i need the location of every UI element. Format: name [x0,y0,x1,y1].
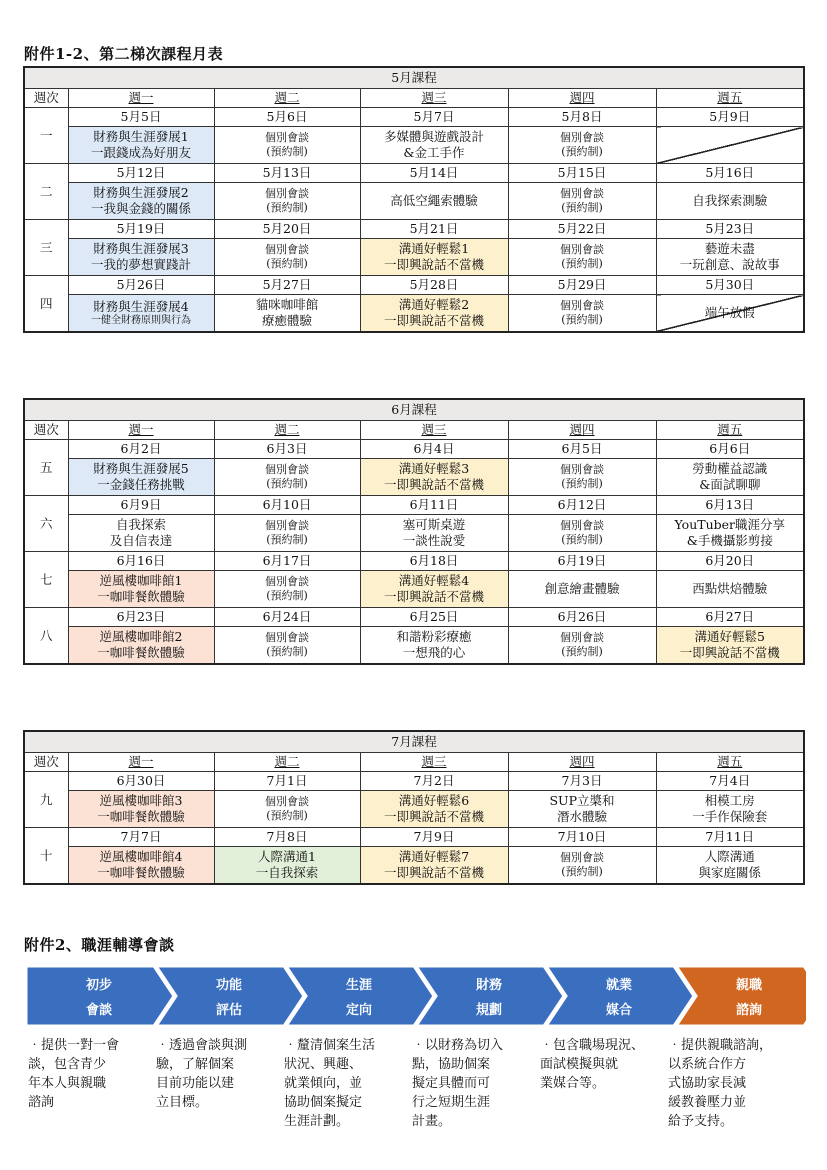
course-cell [68,239,214,276]
description-line: 擬定具體而可 [412,1076,491,1091]
course-cell [214,791,360,828]
week-number: 五 [24,440,68,496]
day-header: 週四 [508,421,656,440]
course-name: 和諧粉彩療癒 [396,629,472,645]
description-line: 驗，了解個案 [156,1057,235,1072]
date-cell: 5月22日 [508,220,656,239]
date-cell: 6月11日 [360,496,508,515]
course-subtitle: &面試聊聊 [699,477,761,492]
date-cell: 5月16日 [656,164,804,183]
course-name: 溝通好輕鬆2 [398,297,470,313]
course-subtitle: 一咖啡餐飲體驗 [97,865,185,880]
date-cell: 5月9日 [656,108,804,127]
course-name: YouTuber職涯分享 [674,517,786,533]
week-number: 八 [24,608,68,665]
course-subtitle: (預約制) [266,477,308,490]
flow-step-description [540,1036,664,1093]
course-subtitle: 一即興說話不當機 [679,645,780,660]
course-cell [360,627,508,665]
course-cell [214,295,360,333]
course-name: 端午放假 [704,305,755,321]
schedule-table-2 [23,398,805,665]
course-subtitle: (預約制) [266,201,308,214]
course-cell [360,183,508,220]
course-subtitle: (預約制) [561,477,603,490]
course-cell [656,239,804,276]
course-subtitle: 一即興說話不當機 [383,809,484,824]
date-cell: 5月30日 [656,276,804,295]
course-name: 溝通好輕鬆6 [398,793,470,809]
course-cell [508,627,656,665]
flow-step [676,966,806,1026]
course-cell [508,847,656,885]
date-cell: 5月21日 [360,220,508,239]
course-name: 財務與生涯發展3 [93,241,189,257]
description-line: 點，協助個案 [412,1057,491,1072]
course-cell [508,183,656,220]
flow-step [416,966,564,1026]
date-cell: 5月23日 [656,220,804,239]
course-name: 藝遊未盡 [704,241,755,257]
course-subtitle: (預約制) [266,257,308,270]
course-cell [656,515,804,552]
course-cell [508,571,656,608]
description-line: ‧提供親職諮詢， [668,1038,773,1053]
week-number: 六 [24,496,68,552]
date-cell: 5月6日 [214,108,360,127]
course-subtitle: (預約制) [561,257,603,270]
description-line: ‧釐清個案生活 [284,1038,376,1053]
month-title: 7月課程 [24,731,804,753]
date-cell: 6月9日 [68,496,214,515]
day-header: 週二 [214,89,360,108]
course-name: 個別會談 [560,851,604,865]
course-cell [68,627,214,665]
flow-step-label: 會談 [85,1003,113,1018]
course-cell [360,459,508,496]
description-line: 面試模擬與就 [540,1057,619,1072]
date-cell: 7月1日 [214,772,360,791]
flow-step [156,966,304,1026]
description-line: 以系統合作方 [668,1057,747,1072]
day-header: 週一 [68,753,214,772]
flow-step-label: 諮詢 [735,1003,763,1018]
course-cell [656,459,804,496]
career-flow-chevrons [26,966,806,1026]
week-number: 一 [24,108,68,164]
date-cell: 6月30日 [68,772,214,791]
day-header: 週四 [508,89,656,108]
course-name: 個別會談 [560,299,604,313]
page-title: 附件1-2、第二梯次課程月表 [24,45,224,63]
course-cell [68,571,214,608]
course-cell [214,847,360,885]
course-name: 創意繪畫體驗 [544,581,620,597]
course-name: 個別會談 [265,575,309,589]
course-cell [360,239,508,276]
course-name: 多媒體與遊戲設計 [383,129,484,145]
date-cell: 6月5日 [508,440,656,459]
course-subtitle: (預約制) [561,533,603,546]
date-cell: 5月19日 [68,220,214,239]
date-cell: 5月7日 [360,108,508,127]
description-line: 談，包含青少 [28,1057,107,1072]
course-name: 溝通好輕鬆4 [398,573,470,589]
month-title: 6月課程 [24,399,804,421]
date-cell: 5月8日 [508,108,656,127]
flow-step [286,966,434,1026]
course-subtitle: (預約制) [266,645,308,658]
week-number: 十 [24,828,68,885]
date-cell: 7月10日 [508,828,656,847]
course-subtitle: 一金錢任務挑戰 [97,477,185,492]
course-cell [360,295,508,333]
date-cell: 6月20日 [656,552,804,571]
date-cell: 6月18日 [360,552,508,571]
flow-step-description [412,1036,536,1131]
date-cell: 5月14日 [360,164,508,183]
week-number: 三 [24,220,68,276]
course-cell [214,459,360,496]
course-cell [360,515,508,552]
course-subtitle: 潛水體驗 [556,809,607,824]
course-name: 個別會談 [265,631,309,645]
course-name: 逆風樓咖啡館2 [99,629,183,645]
course-subtitle: 一即興說話不當機 [383,865,484,880]
course-subtitle: (預約制) [561,201,603,214]
course-cell [508,239,656,276]
description-line: ‧提供一對一會 [28,1038,120,1053]
course-name: 個別會談 [265,463,309,477]
description-line: ‧以財務為切入 [412,1038,504,1053]
course-cell [68,459,214,496]
day-header: 週一 [68,89,214,108]
week-number: 四 [24,276,68,333]
date-cell: 6月16日 [68,552,214,571]
date-cell: 6月3日 [214,440,360,459]
course-name: 溝通好輕鬆1 [398,241,470,257]
date-cell: 5月26日 [68,276,214,295]
course-name: 個別會談 [560,131,604,145]
description-line: 年本人與親職 [28,1076,107,1091]
date-cell: 5月27日 [214,276,360,295]
description-line: 立目標。 [156,1095,209,1110]
course-name: 人際溝通 [704,849,755,865]
description-line: 生涯計劃。 [284,1114,350,1129]
description-line: 協助個案擬定 [284,1095,363,1110]
schedule-table-3 [23,730,805,885]
description-line: 緩教養壓力並 [668,1095,747,1110]
course-subtitle: 一我與金錢的關係 [90,201,191,216]
date-cell: 5月28日 [360,276,508,295]
course-subtitle: 一健全財務原則與行為 [91,314,191,326]
course-name: 相模工房 [704,793,755,809]
course-name: SUP立槳和 [549,793,615,809]
course-name: 個別會談 [560,187,604,201]
day-header: 週四 [508,753,656,772]
course-name: 財務與生涯發展2 [93,185,189,201]
day-header: 週二 [214,753,360,772]
course-subtitle: 一咖啡餐飲體驗 [97,809,185,824]
date-cell: 6月12日 [508,496,656,515]
course-subtitle: &手機攝影剪接 [686,533,773,548]
flow-step-label: 定向 [345,1003,373,1018]
date-cell: 6月2日 [68,440,214,459]
course-name: 個別會談 [265,131,309,145]
course-name: 西點烘焙體驗 [692,581,768,597]
schedule-table-1 [23,66,805,333]
flow-step-label: 就業 [605,978,633,993]
day-header: 週三 [360,421,508,440]
date-cell: 6月25日 [360,608,508,627]
week-header: 週次 [24,89,68,108]
flow-step-description [156,1036,280,1112]
course-name: 財務與生涯發展1 [93,129,189,145]
course-name: 個別會談 [560,631,604,645]
course-cell [508,459,656,496]
course-subtitle: (預約制) [561,645,603,658]
course-subtitle: (預約制) [561,145,603,158]
course-name: 人際溝通1 [258,849,316,865]
flow-step-label: 生涯 [345,978,373,993]
day-header: 週二 [214,421,360,440]
week-header: 週次 [24,421,68,440]
course-subtitle: 一談性說愛 [402,533,466,548]
course-cell [68,183,214,220]
course-name: 溝通好輕鬆3 [398,461,470,477]
course-subtitle: 與家庭關係 [698,865,762,880]
course-subtitle: (預約制) [266,589,308,602]
course-name: 財務與生涯發展4 [93,298,189,314]
flow-step [546,966,694,1026]
date-cell: 5月12日 [68,164,214,183]
flow-step-description [668,1036,792,1131]
date-cell: 7月7日 [68,828,214,847]
date-cell: 6月17日 [214,552,360,571]
course-name: 逆風樓咖啡館1 [99,573,183,589]
day-header: 週五 [656,753,804,772]
course-subtitle: 療癒體驗 [261,313,312,328]
course-cell [68,847,214,885]
flow-step-description [284,1036,408,1131]
course-name: 高低空繩索體驗 [390,193,478,209]
date-cell: 7月11日 [656,828,804,847]
date-cell: 5月20日 [214,220,360,239]
course-cell [68,791,214,828]
course-subtitle: 一咖啡餐飲體驗 [97,645,185,660]
course-cell [214,183,360,220]
course-name: 個別會談 [560,463,604,477]
course-cell [68,515,214,552]
date-cell: 7月9日 [360,828,508,847]
course-subtitle: &金工手作 [403,145,465,160]
date-cell: 5月29日 [508,276,656,295]
description-line: 行之短期生涯 [412,1095,491,1110]
description-line: 給予支持。 [668,1114,734,1129]
course-cell [656,791,804,828]
course-name: 逆風樓咖啡館3 [99,793,183,809]
course-cell [656,295,804,333]
course-subtitle: (預約制) [266,533,308,546]
course-cell [656,183,804,220]
description-line: 諮詢 [28,1095,55,1110]
course-cell [214,239,360,276]
course-subtitle: (預約制) [561,865,603,878]
course-cell [360,127,508,164]
course-name: 逆風樓咖啡館4 [99,849,183,865]
day-header: 週三 [360,753,508,772]
description-line: 目前功能以建 [156,1076,235,1091]
week-header: 週次 [24,753,68,772]
course-name: 溝通好輕鬆5 [694,629,765,645]
date-cell: 7月4日 [656,772,804,791]
date-cell: 6月26日 [508,608,656,627]
description-line: ‧包含職場現況、 [540,1038,645,1053]
course-cell [214,127,360,164]
course-cell [508,515,656,552]
course-cell [214,571,360,608]
date-cell: 6月13日 [656,496,804,515]
date-cell: 7月2日 [360,772,508,791]
course-name: 財務與生涯發展5 [93,461,189,477]
date-cell: 6月24日 [214,608,360,627]
flow-step-label: 規劃 [475,1003,503,1018]
date-cell: 6月19日 [508,552,656,571]
month-title: 5月課程 [24,67,804,89]
course-name: 個別會談 [265,187,309,201]
course-subtitle: 一手作保險套 [692,809,768,824]
course-name: 個別會談 [265,795,309,809]
course-name: 個別會談 [560,243,604,257]
flow-step [26,966,174,1026]
date-cell: 7月3日 [508,772,656,791]
flow-step-label: 評估 [215,1003,243,1018]
course-subtitle: 一我的夢想實踐計 [90,257,191,272]
course-name: 貓咪咖啡館 [255,297,319,313]
week-number: 二 [24,164,68,220]
flow-step-label: 媒合 [605,1003,633,1018]
date-cell: 5月13日 [214,164,360,183]
course-subtitle: (預約制) [561,313,603,326]
course-cell [360,571,508,608]
course-subtitle: 一咖啡餐飲體驗 [97,589,185,604]
course-cell [656,847,804,885]
course-cell [656,627,804,665]
description-line: 計畫。 [412,1114,452,1129]
course-subtitle: 一自我探索 [255,865,319,880]
course-subtitle: 一即興說話不當機 [383,589,484,604]
day-header: 週五 [656,89,804,108]
course-cell [360,791,508,828]
course-subtitle: 一想飛的心 [402,645,466,660]
course-subtitle: 一玩創意、說故事 [679,257,780,272]
date-cell: 6月6日 [656,440,804,459]
course-name: 塞可斯桌遊 [402,517,466,533]
description-line: ‧透過會談與測 [156,1038,248,1053]
date-cell: 6月4日 [360,440,508,459]
date-cell: 6月10日 [214,496,360,515]
course-name: 勞動權益認識 [692,461,768,477]
date-cell: 5月15日 [508,164,656,183]
course-cell [508,295,656,333]
course-cell [508,127,656,164]
course-cell [360,847,508,885]
date-cell: 5月5日 [68,108,214,127]
day-header: 週一 [68,421,214,440]
course-name: 個別會談 [265,243,309,257]
date-cell: 6月23日 [68,608,214,627]
course-cell [68,295,214,333]
course-cell [508,791,656,828]
flow-step-label: 親職 [735,978,763,993]
description-line: 就業傾向，並 [284,1076,363,1091]
course-cell [68,127,214,164]
flow-step-description [28,1036,152,1112]
flow-step-label: 功能 [215,978,243,993]
course-subtitle: 一跟錢成為好朋友 [90,145,191,160]
course-cell [656,571,804,608]
course-subtitle: 及自信表達 [109,533,173,548]
flow-step-label: 初步 [85,978,113,993]
course-name: 溝通好輕鬆7 [398,849,470,865]
course-name: 個別會談 [560,519,604,533]
course-subtitle: 一即興說話不當機 [383,313,484,328]
week-number: 九 [24,772,68,828]
description-line: 業媒合等。 [540,1076,606,1091]
course-subtitle: (預約制) [266,809,308,822]
course-name: 個別會談 [265,519,309,533]
date-cell: 6月27日 [656,608,804,627]
day-header: 週三 [360,89,508,108]
description-line: 式協助家長減 [668,1076,747,1091]
course-subtitle: 一即興說話不當機 [383,477,484,492]
course-cell [214,627,360,665]
course-name: 自我探索 [115,517,166,533]
description-line: 狀況、興趣、 [284,1057,363,1072]
course-name: 自我探索測驗 [692,193,768,209]
section-title-career: 附件2、職涯輔導會談 [24,936,175,954]
flow-step-label: 財務 [475,978,503,993]
course-cell [656,127,804,164]
week-number: 七 [24,552,68,608]
course-cell [214,515,360,552]
course-subtitle: 一即興說話不當機 [383,257,484,272]
course-subtitle: (預約制) [266,145,308,158]
date-cell: 7月8日 [214,828,360,847]
day-header: 週五 [656,421,804,440]
